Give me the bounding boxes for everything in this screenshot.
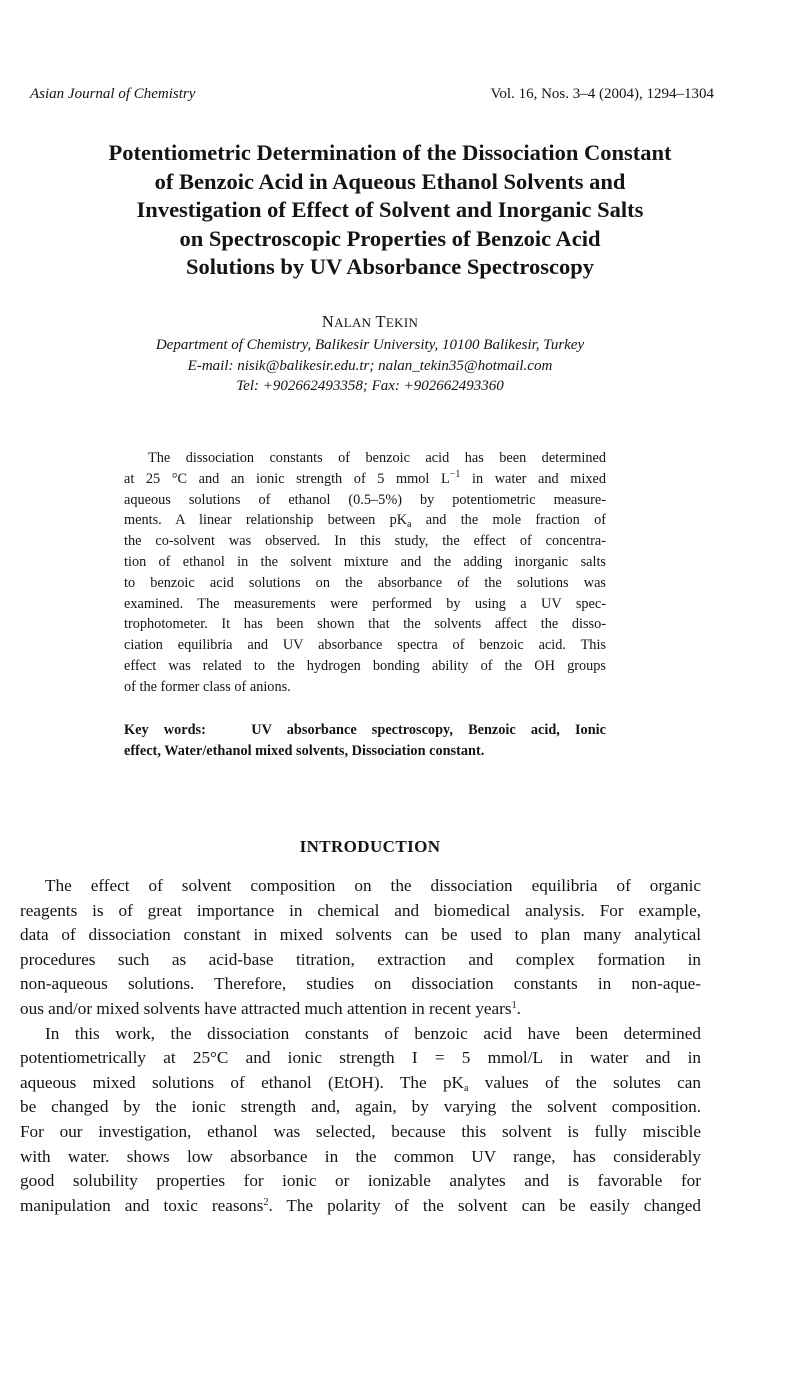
title-line: on Spectroscopic Properties of Benzoic Acid <box>179 225 601 251</box>
abstract-line: tion of ethanol in the solvent mixture and the adding inorganic salts <box>124 553 606 570</box>
abstract-line: aqueous solutions of ethanol (0.5–5%) by potentiometric measure- <box>124 491 606 508</box>
abstract-line: the co-solvent was observed. In this study, the effect of concentra- <box>124 533 606 550</box>
keywords-line <box>124 720 606 741</box>
abstract-text: at 25 °C and an ionic strength of 5 mmol L <box>124 470 450 487</box>
author-block <box>0 312 740 332</box>
title-line: Potentiometric Determination of the Dissociation Constant <box>108 140 672 165</box>
abstract-line <box>124 469 606 490</box>
affiliation-phone: Tel: +902662493358; Fax: +902662493360 <box>236 378 504 394</box>
body-line: reagents is of great importance in chemical and biomedical analysis. For example, <box>20 900 701 920</box>
keywords-label: Key words: <box>124 722 206 738</box>
abstract-line: effect was related to the hydrogen bonding ability of the OH groups <box>124 657 606 674</box>
subscript: a <box>463 1082 469 1094</box>
title-line: of Benzoic Acid in Aqueous Ethanol Solvents and <box>154 168 626 194</box>
keywords-text: UV absorbance spectroscopy, Benzoic acid, Ionic <box>251 722 606 738</box>
journal-name: Asian Journal of Chemistry <box>30 86 196 102</box>
superscript: −1 <box>449 468 461 480</box>
abstract-line: ciation equilibria and UV absorbance spectra of benzoic acid. This <box>124 637 606 654</box>
abstract-line <box>124 510 606 531</box>
body-text: aqueous mixed solutions of ethanol (EtOH). The pK <box>20 1072 464 1092</box>
article-title <box>40 139 740 282</box>
section-heading-introduction: INTRODUCTION <box>299 837 441 856</box>
abstract-line: to benzoic acid solutions on the absorbance of the solutions was <box>124 574 606 591</box>
body-line: data of dissociation constant in mixed solvents can be used to plan many analytical <box>20 925 701 945</box>
body-line <box>20 1194 701 1219</box>
subscript: a <box>407 519 412 531</box>
abstract-text: ments. A linear relationship between pK <box>124 512 408 529</box>
title-line: Investigation of Effect of Solvent and Inorganic Salts <box>136 197 644 223</box>
abstract-text: in water and mixed <box>460 470 607 487</box>
affiliation-department: Department of Chemistry, Balikesir University, 10100 Balikesir, Turkey <box>155 337 585 353</box>
affiliation-block <box>0 335 740 397</box>
abstract <box>124 448 606 698</box>
body-line <box>20 1071 701 1096</box>
author-name <box>322 312 418 331</box>
body-line: In this work, the dissociation constants of benzoic acid have been determined <box>45 1023 701 1043</box>
abstract-text: and the mole fraction of <box>411 512 606 529</box>
abstract-line: trophotometer. It has been shown that the solvents affect the disso- <box>124 616 606 633</box>
affiliation-email: E-mail: nisik@balikesir.edu.tr; nalan_tekin35@hotmail.com <box>187 357 553 374</box>
abstract-line: of the former class of anions. <box>124 678 291 695</box>
title-line: Solutions by UV Absorbance Spectroscopy <box>186 254 594 280</box>
abstract-line: examined. The measurements were performed by using a UV spec- <box>124 595 606 612</box>
body-text: manipulation and toxic reasons <box>20 1195 264 1215</box>
introduction-body <box>20 874 701 1218</box>
citation-superscript: 2 <box>263 1196 269 1208</box>
body-line: procedures such as acid-base titration, extraction and complex formation in <box>20 949 701 969</box>
body-line <box>20 997 701 1022</box>
body-line: The effect of solvent composition on the dissociation equilibria of organic <box>45 876 701 895</box>
keywords <box>124 720 606 762</box>
keywords-line: effect, Water/ethanol mixed solvents, Dissociation constant. <box>124 742 485 759</box>
body-line: good solubility properties for ionic or ionizable analytes and is favorable for <box>20 1171 701 1191</box>
body-line: For our investigation, ethanol was selected, because this solvent is fully miscible <box>20 1121 701 1141</box>
body-text: ous and/or mixed solvents have attracted much attention in recent years <box>20 998 512 1018</box>
body-text: . <box>516 998 521 1018</box>
body-line: with water. shows low absorbance in the common UV range, has considerably <box>20 1146 701 1166</box>
body-text: . The polarity of the solvent can be easily changed <box>268 1195 701 1215</box>
author-last-rest: EKIN <box>385 315 419 330</box>
body-line: non-aqueous solutions. Therefore, studies on dissociation constants in non-aque- <box>20 974 701 994</box>
body-line: be changed by the ionic strength and, again, by varying the solvent composition. <box>20 1097 701 1117</box>
author-first-rest: ALAN <box>334 315 372 330</box>
body-text: values of the solutes can <box>468 1072 701 1092</box>
abstract-line: The dissociation constants of benzoic acid has been determined <box>148 450 606 466</box>
body-line: potentiometrically at 25°C and ionic strength I = 5 mmol/L in water and in <box>20 1048 701 1068</box>
citation-superscript: 1 <box>511 999 517 1011</box>
author-first-initial: N <box>321 312 335 331</box>
author-last-initial: T <box>375 312 386 331</box>
volume-info: Vol. 16, Nos. 3–4 (2004), 1294–1304 <box>490 86 714 102</box>
